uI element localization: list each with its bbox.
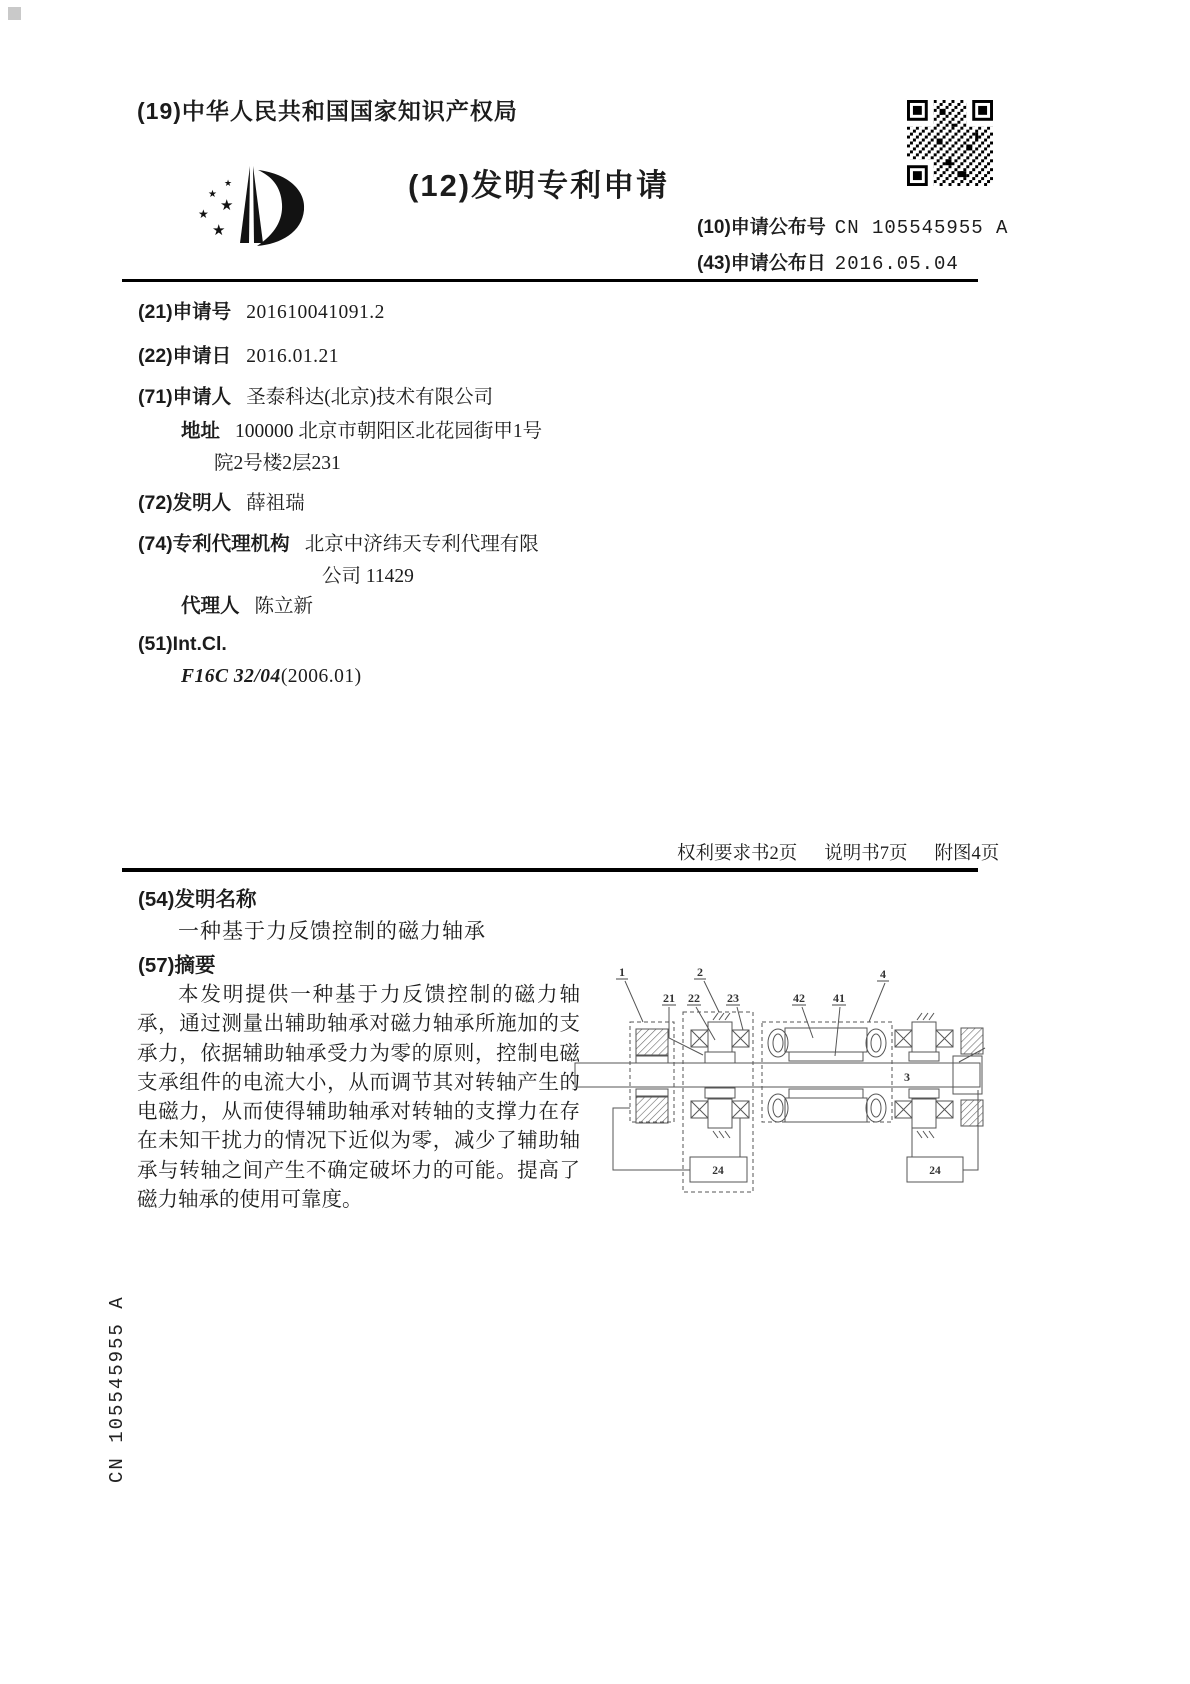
figure-label-23: 23 <box>727 991 739 1005</box>
agent-row <box>181 590 313 618</box>
pages-info <box>677 839 999 865</box>
bearing-block-bottom <box>636 1097 668 1123</box>
figure-label-22: 22 <box>688 991 700 1005</box>
figure-label-2: 2 <box>697 965 703 979</box>
inventor-row <box>138 487 305 515</box>
agency-row-2 <box>322 560 414 588</box>
issuing-office: (19)中华人民共和国国家知识产权局 <box>137 98 518 124</box>
figure-label-24-right: 24 <box>929 1165 941 1177</box>
intcl-value-row <box>181 666 362 688</box>
description-pages: 说明书7页 <box>824 844 908 864</box>
inventor-label: (72)发明人 <box>138 492 232 514</box>
figure-label-42: 42 <box>793 991 805 1005</box>
agency-row <box>138 528 539 556</box>
svg-text:★: ★ <box>220 196 234 214</box>
filing-date-value: 2016.01.21 <box>246 346 339 367</box>
figure-label-3: 3 <box>904 1070 910 1084</box>
invention-title-label: (54)发明名称 <box>138 888 257 911</box>
rotor-bottom <box>785 1098 867 1122</box>
agency-label: (74)专利代理机构 <box>138 533 290 555</box>
filing-date-label: (22)申请日 <box>138 345 232 367</box>
address-row-2 <box>214 447 341 475</box>
agent-value: 陈立新 <box>254 596 314 617</box>
address-line1: 100000 北京市朝阳区北花园街甲1号 <box>235 421 543 442</box>
svg-text:★: ★ <box>212 221 226 239</box>
applicant-label: (71)申请人 <box>138 386 232 408</box>
svg-text:★: ★ <box>198 207 209 221</box>
intcl-label: (51)Int.Cl. <box>138 633 227 655</box>
agency-number: 公司 11429 <box>322 566 414 587</box>
claims-pages: 权利要求书2页 <box>677 844 798 864</box>
figure-label-24-left: 24 <box>712 1165 724 1177</box>
cnipa-logo-icon <box>165 140 315 262</box>
applicant-value: 圣泰科达(北京)技术有限公司 <box>246 387 494 408</box>
shaft <box>575 1063 980 1087</box>
figure-pages: 附图4页 <box>934 844 1000 864</box>
address-label: 地址 <box>181 420 221 442</box>
figure-label-4: 4 <box>880 967 886 981</box>
section-divider <box>122 868 978 872</box>
svg-text:★: ★ <box>208 189 217 200</box>
application-number-row <box>138 296 385 324</box>
pub-number-label: (10)申请公布号 <box>697 217 826 238</box>
figure-label-41: 41 <box>833 991 845 1005</box>
rotor-top <box>785 1028 867 1052</box>
application-number-label: (21)申请号 <box>138 301 232 323</box>
pub-date-value: 2016.05.04 <box>834 253 959 275</box>
intcl-code: F16C 32/04 <box>181 666 281 687</box>
inventor-value: 薛祖瑞 <box>246 493 305 514</box>
document-type-title: (12)发明专利申请 <box>408 168 670 203</box>
figure-label-21: 21 <box>663 991 675 1005</box>
invention-title: 一种基于力反馈控制的磁力轴承 <box>178 919 486 943</box>
agent-label: 代理人 <box>181 595 240 617</box>
intcl-row <box>138 633 227 656</box>
vertical-publication-number: CN 105545955 A <box>106 1295 128 1483</box>
abstract-label: (57)摘要 <box>138 954 216 977</box>
bearing-block-top <box>636 1029 668 1055</box>
filing-date-row <box>138 340 339 368</box>
qr-code-icon <box>905 100 995 186</box>
address-line2: 院2号楼2层231 <box>214 453 341 474</box>
abstract-text: 本发明提供一种基于力反馈控制的磁力轴承，通过测量出辅助轴承对磁力轴承所施加的支承力，依据辅助轴承受力为零的原则，控制电磁支承组件的电流大小，从而调节其对转轴产生的电磁力，从而使得辅助轴承对转轴的支撑力在存在未知干扰力的情况下近似为零，减少了辅助轴承与转轴之间产生不确定破坏力的可能。提高了磁力轴承的使用可靠度。 <box>137 984 580 1212</box>
patent-figure <box>565 950 990 1210</box>
application-number-value: 201610041091.2 <box>246 302 385 323</box>
address-row <box>181 415 542 443</box>
pub-date-label: (43)申请公布日 <box>697 253 826 274</box>
scan-artifact <box>8 7 21 20</box>
intcl-version: (2006.01) <box>280 666 362 687</box>
shaft-coupling <box>953 1056 982 1094</box>
figure-label-1: 1 <box>619 965 625 979</box>
applicant-row <box>138 381 493 409</box>
pub-number-value: CN 105545955 A <box>834 217 1009 239</box>
agency-name: 北京中济纬天专利代理有限 <box>304 534 539 555</box>
header-divider <box>122 279 978 282</box>
publication-number-row <box>697 212 1008 239</box>
svg-text:★: ★ <box>224 179 233 189</box>
publication-date-row <box>697 248 959 275</box>
